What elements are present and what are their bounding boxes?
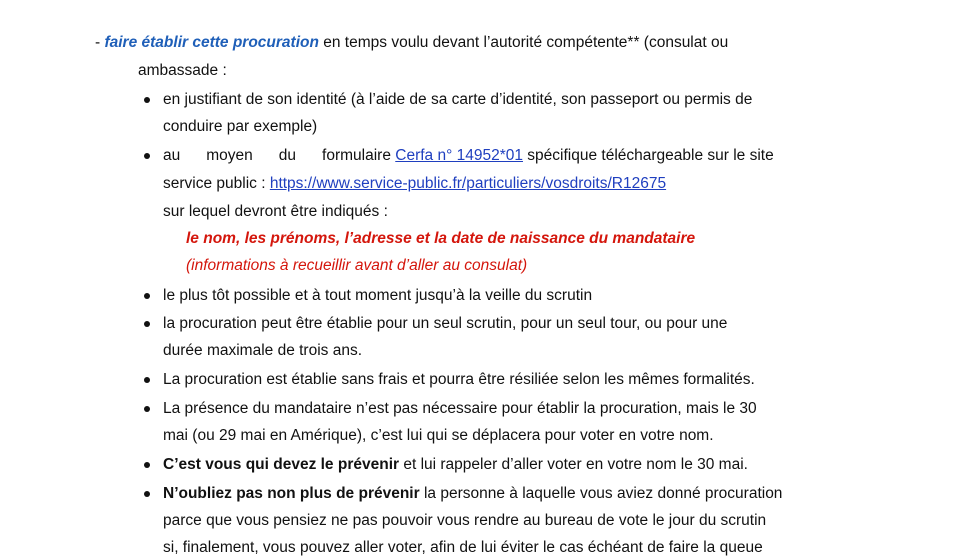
bullet-8-line-1 — [163, 484, 782, 504]
bullet-4-line-1: la procuration peut être établie pour un seul scrutin, pour un seul tour, ou pour une — [163, 315, 728, 332]
intro-rest: en temps voulu devant l’autorité compétente** (consulat ou — [318, 34, 729, 51]
bullet-6-line-1: La présence du mandataire n’est pas nécessaire pour établir la procuration, mais le 30 — [163, 400, 757, 417]
oubliez-bold: N’oubliez pas non plus de prévenir — [163, 485, 420, 502]
bullet-5-line-1: La procuration est établie sans frais et pourra être résiliée selon les mêmes formalités. — [163, 371, 755, 388]
oubliez-rest: la personne à laquelle vous aviez donné procuration — [419, 485, 783, 502]
word-moyen: moyen — [206, 147, 253, 164]
prevenir-bold: C’est vous qui devez le prévenir — [163, 456, 400, 473]
service-public-link[interactable]: https://www.service-public.fr/particuliers/vosdroits/R12675 — [269, 175, 667, 192]
bullet-dot — [144, 406, 150, 412]
mandataire-info: le nom, les prénoms, l’adresse et la date de naissance du mandataire — [186, 230, 696, 247]
bullet-dot — [144, 377, 150, 383]
bullet-2-line-1 — [163, 146, 774, 166]
bullet-7-line-1 — [163, 455, 748, 475]
intro-dash: - — [95, 34, 105, 51]
word-du: du — [278, 147, 297, 164]
service-public-label: service public : — [163, 175, 270, 192]
cerfa-after: spécifique téléchargeable sur le site — [522, 147, 774, 164]
bullet-6-line-2: mai (ou 29 mai en Amérique), c’est lui qui se déplacera pour voter en votre nom. — [163, 427, 714, 444]
intro-line — [95, 33, 728, 53]
bullet-8-line-2: parce que vous pensiez ne pas pouvoir vous rendre au bureau de vote le jour du scrutin — [163, 512, 767, 529]
bullet-dot — [144, 321, 150, 327]
word-au: au — [163, 147, 181, 164]
bullet-4-line-2: durée maximale de trois ans. — [163, 342, 363, 359]
prevenir-rest: et lui rappeler d’aller voter en votre nom le 30 mai. — [399, 456, 748, 473]
bullet-dot — [144, 491, 150, 497]
cerfa-link[interactable]: Cerfa n° 14952*01 — [395, 147, 523, 164]
mandataire-note: (informations à recueillir avant d’aller au consulat) — [186, 257, 528, 274]
bullet-dot — [144, 153, 150, 159]
bullet-1-line-1: en justifiant de son identité (à l’aide de sa carte d’identité, son passeport ou permis de — [163, 91, 753, 108]
bullet-2-line-2 — [163, 174, 666, 194]
intro-highlight: faire établir cette procuration — [104, 34, 319, 51]
word-formulaire: formulaire — [322, 147, 391, 164]
bullet-dot — [144, 462, 150, 468]
bullet-3-line-1: le plus tôt possible et à tout moment jusqu’à la veille du scrutin — [163, 287, 593, 304]
bullet-dot — [144, 97, 150, 103]
bullet-2-line-3: sur lequel devront être indiqués : — [163, 203, 388, 220]
intro-continuation: ambassade : — [138, 62, 227, 79]
bullet-dot — [144, 293, 150, 299]
bullet-8-line-3: si, finalement, vous pouvez aller voter, afin de lui éviter le cas échéant de faire la queue — [163, 539, 763, 556]
bullet-1-line-2: conduire par exemple) — [163, 118, 318, 135]
